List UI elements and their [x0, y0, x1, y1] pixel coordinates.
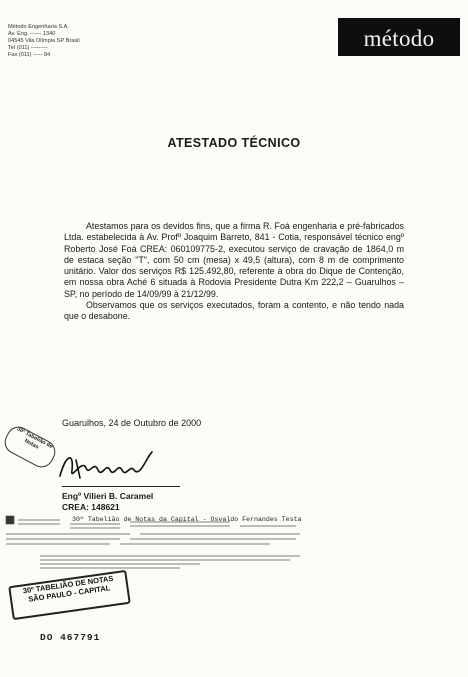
company-logo: método: [338, 18, 460, 56]
notary-stamp-small: [0, 422, 59, 471]
paragraph-attestation: Atestamos para os devidos fins, que a firma R. Foá engenharia e pré-fabricados Ltda. estabelecida à Av. Profº Joaquim Barreto, 841 - Cotia, responsável técnico engº Roberto José Foá CREA: 060109775-2, executou serviço de cravação de 1864,0 m de estaca seção "T", com 50 cm (mesa) x 49,5 (altura), com 8 m de comprimento unitário. Valor dos serviços R$ 125.492,80, referente à obra do Dique de Contenção, em nossa obra Aché 6 situada à Rodovia Presidente Dutra Km 222,2 – Guarulhos – SP, no período de 14/09/99 à 21/12/99.: [64, 221, 404, 299]
document-body: [64, 221, 404, 323]
signer-name: Engº Vilieri B. Caramel: [62, 491, 154, 501]
notary-header: 30º Tabelião de Notas da Capital - Osvaldo Fernandes Testa: [72, 516, 302, 523]
notary-stamp-small-text: 30º Tabelião de Notas: [15, 426, 54, 451]
paragraph-observation: Observamos que os serviços executados, foram a contento, e não tendo nada que o desabone.: [64, 300, 404, 322]
company-line: Fax (011) ----- 84: [8, 52, 51, 58]
company-line: Av. Eng. ------ 1340: [8, 31, 56, 37]
document-title: ATESTADO TÉCNICO: [167, 136, 301, 150]
document-serial: DO 467791: [40, 632, 101, 643]
handwritten-signature: [56, 448, 166, 484]
signer-crea: CREA: 148621: [62, 502, 120, 512]
company-line: Método Engenharia S.A.: [8, 24, 69, 30]
document-date: Guarulhos, 24 de Outubro de 2000: [62, 418, 202, 428]
notary-stamp-box: 30º TABELIÃO DE NOTAS SÃO PAULO - CAPITAL: [8, 570, 131, 620]
signature-line: [62, 486, 180, 487]
company-address-block: [8, 24, 98, 59]
company-line: 04545 Vila Olímpia SP Brasil: [8, 38, 80, 44]
company-line: Tel (011) ---------: [8, 45, 48, 51]
